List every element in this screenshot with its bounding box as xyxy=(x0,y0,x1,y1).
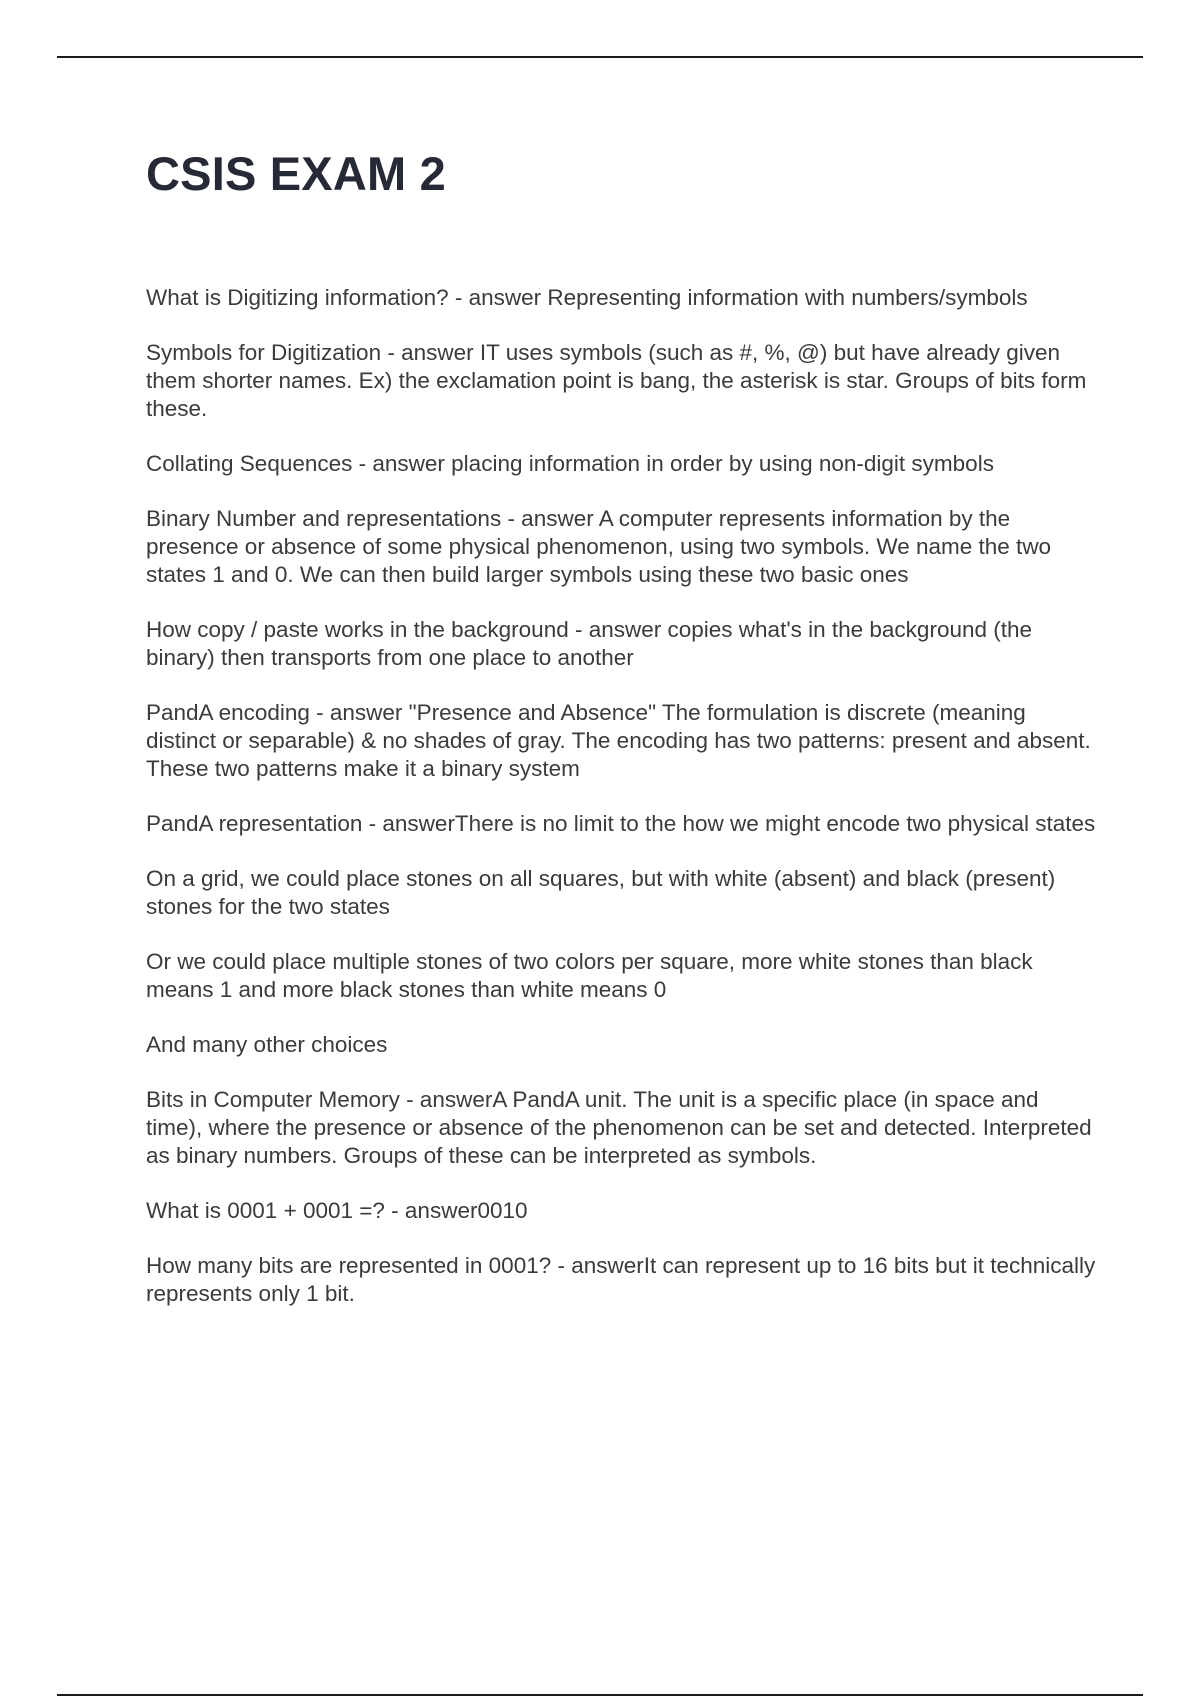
paragraph-collating: Collating Sequences - answer placing information in order by using non-digit symbols xyxy=(146,451,994,476)
paragraph-bits-count: How many bits are represented in 0001? - answerIt can represent up to 16 bits but it technically represents only 1 bit. xyxy=(146,1253,1096,1306)
paragraph-symbols: Symbols for Digitization - answer IT uses symbols (such as #, %, @) but have already given them shorter names. Ex) the exclamation point is bang, the asterisk is star. Groups of bits form these. xyxy=(146,340,1087,421)
paragraph-bits-memory: Bits in Computer Memory - answerA PandA unit. The unit is a specific place (in space and time), where the presence or absence of the phenomenon can be set and detected. Interpreted as binary numbers. Groups of these can be interpreted as symbols. xyxy=(146,1087,1092,1168)
paragraph-binary-addition: What is 0001 + 0001 =? - answer0010 xyxy=(146,1198,528,1223)
paragraph-panda-representation: PandA representation - answerThere is no limit to the how we might encode two physical states xyxy=(146,811,1096,836)
paragraph-digitizing: What is Digitizing information? - answer Representing information with numbers/symbols xyxy=(146,285,1028,310)
page-title: CSIS EXAM 2 xyxy=(146,147,446,200)
paragraph-other-choices: And many other choices xyxy=(146,1032,388,1057)
paragraph-panda-encoding: PandA encoding - answer "Presence and Absence" The formulation is discrete (meaning distinct or separable) & no shades of gray. The encoding has two patterns: present and absent. These two patterns make it a binary system xyxy=(146,700,1091,781)
paragraph-copy-paste: How copy / paste works in the background - answer copies what's in the background (the binary) then transports from one place to another xyxy=(146,617,1033,670)
bottom-rule xyxy=(57,1694,1143,1696)
paragraph-grid-stones: On a grid, we could place stones on all squares, but with white (absent) and black (present) stones for the two states xyxy=(146,866,1056,919)
top-rule xyxy=(57,56,1143,58)
paragraph-binary-number: Binary Number and representations - answer A computer represents information by the presence or absence of some physical phenomenon, using two symbols. We name the two states 1 and 0. We can then build larger symbols using these two basic ones xyxy=(146,506,1052,587)
document-body xyxy=(146,284,1096,1335)
paragraph-multiple-stones: Or we could place multiple stones of two colors per square, more white stones than black means 1 and more black stones than white means 0 xyxy=(146,949,1033,1002)
